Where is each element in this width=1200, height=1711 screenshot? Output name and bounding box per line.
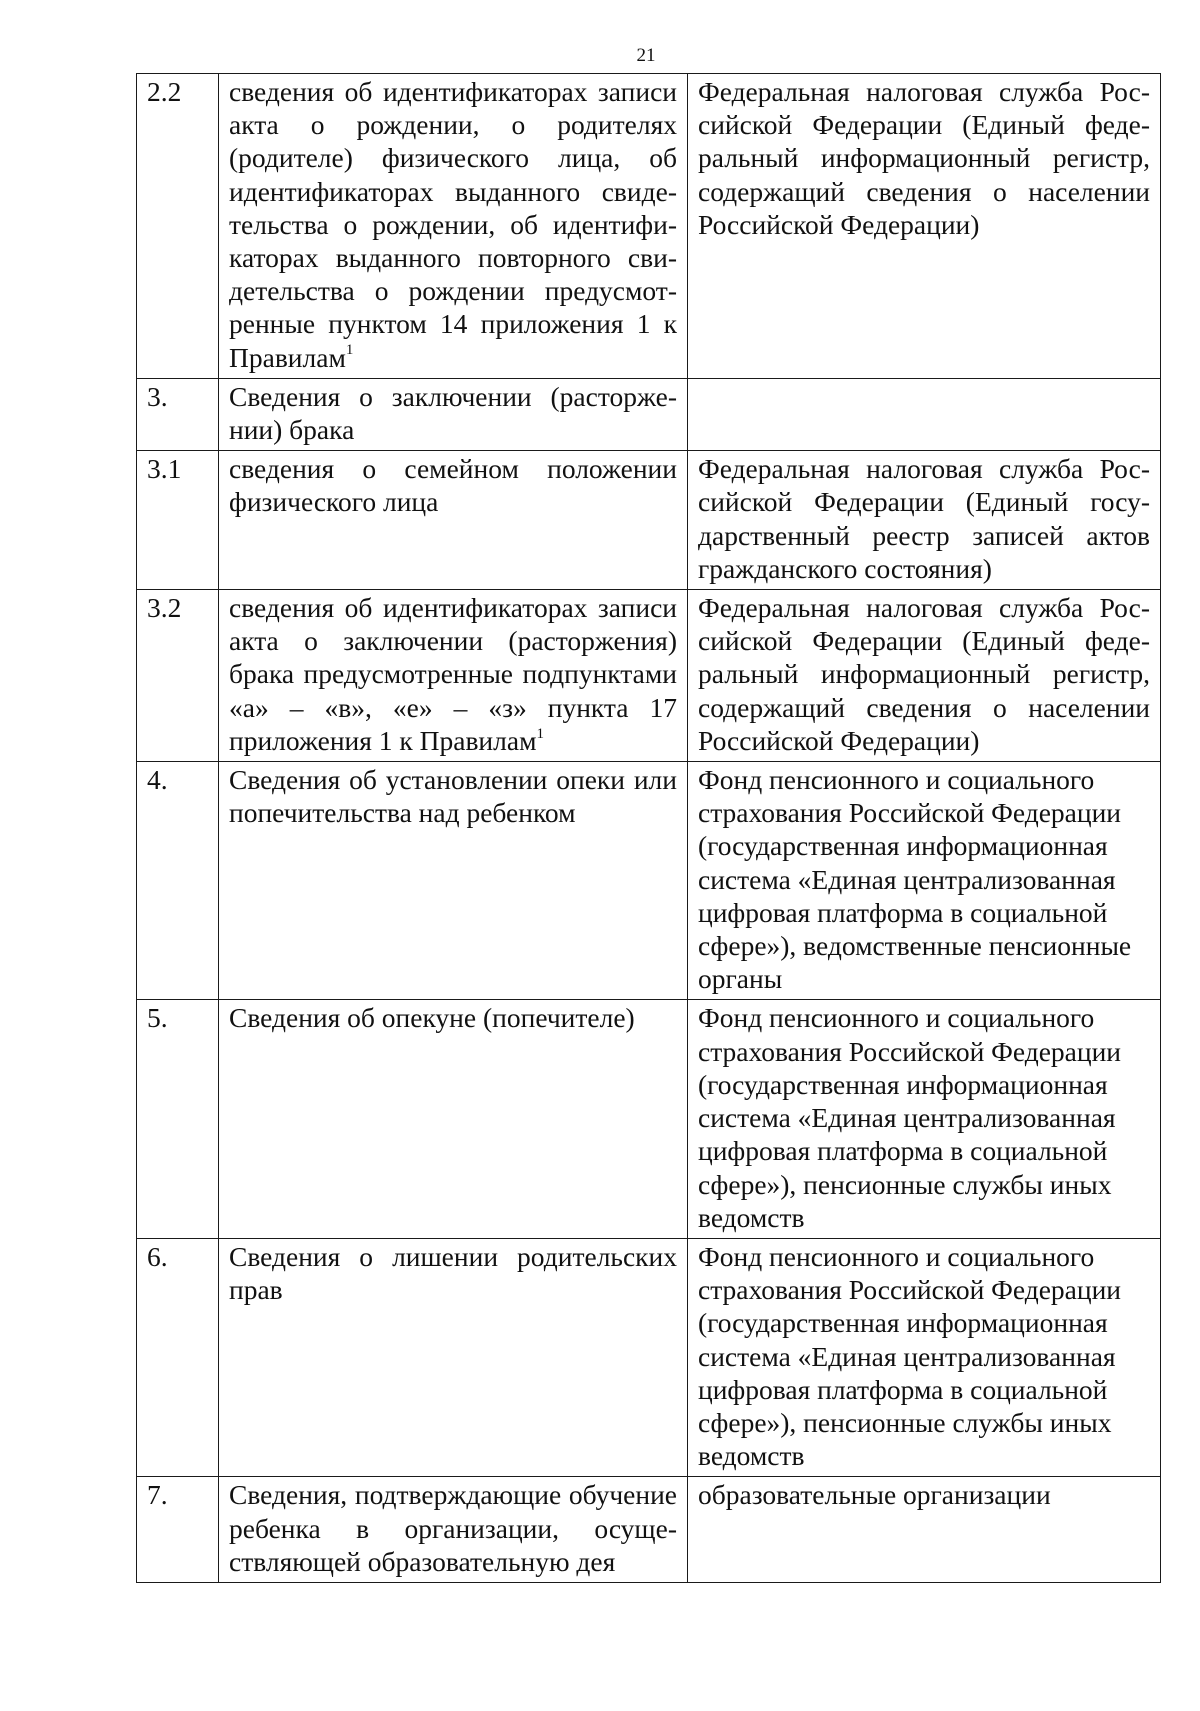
table-row [137, 1477, 1161, 1583]
source-cell [688, 378, 1161, 450]
info-cell: Сведения об опекуне (попечителе) [219, 1000, 688, 1238]
info-cell: Сведения об установлении опеки или попечительства над ребенком [219, 762, 688, 1000]
table-row [137, 762, 1161, 1000]
info-cell [219, 590, 688, 762]
table-row [137, 1000, 1161, 1238]
footnote-mark: 1 [536, 725, 544, 742]
info-cell: Сведения о лишении родительских прав [219, 1238, 688, 1476]
footnote-mark: 1 [345, 342, 354, 359]
info-cell: Сведения о заключении (расторжении) брака [219, 378, 688, 450]
row-number: 3.1 [137, 451, 219, 590]
source-cell: Фонд пенсионного и социального страхования Российской Федерации (государственная информационная система «Единая централизованная цифровая платформа в социальной сфере»), пенсионные службы иных ведомств [688, 1238, 1161, 1476]
info-cell: Сведения, подтверждающие обучение ребенка в организации, осуществляющей образовательную дея [219, 1477, 688, 1583]
row-number: 2.2 [137, 74, 219, 379]
page-number: 21 [636, 45, 656, 66]
info-cell [219, 74, 688, 379]
source-cell: Фонд пенсионного и социального страхования Российской Федерации (государственная информационная система «Единая централизованная цифровая платформа в социальной сфере»), пенсионные службы иных ведомств [688, 1000, 1161, 1238]
source-cell: Федеральная налоговая служба Российской Федерации (Единый государственный реестр записей актов гражданского состояния) [688, 451, 1161, 590]
table-row [137, 74, 1161, 379]
table-row [137, 1238, 1161, 1476]
row-number: 4. [137, 762, 219, 1000]
row-number: 5. [137, 1000, 219, 1238]
row-number: 6. [137, 1238, 219, 1476]
table-row [137, 590, 1161, 762]
source-cell: Фонд пенсионного и социального страхования Российской Федерации (государственная информационная система «Единая централизованная цифровая платформа в социальной сфере»), ведомственные пенсионные органы [688, 762, 1161, 1000]
info-cell: сведения о семейном положении физического лица [219, 451, 688, 590]
data-sources-table [136, 73, 1161, 1583]
row-number: 3.2 [137, 590, 219, 762]
info-text: сведения об идентификаторах записи акта о заключении (расторжения) брака предусмотренные подпунктами «а» – «в», «е» – «з» пункта 17 приложения 1 к Правилам [229, 592, 677, 756]
source-cell: образовательные организации [688, 1477, 1161, 1583]
row-number: 3. [137, 378, 219, 450]
source-cell: Федеральная налоговая служба Российской Федерации (Единый федеральный информационный регистр, содержащий сведения о населении Российской Федерации) [688, 590, 1161, 762]
table-row [137, 451, 1161, 590]
info-text: сведения об идентификаторах записи акта о рождении, о родителях (родителе) физического лица, об идентификаторах выданного свидетельства о рождении, об идентификаторах выданного повторного свидетельства о рождении предусмотренные пунктом 14 приложения 1 к Правилам [229, 76, 677, 373]
source-cell: Федеральная налоговая служба Российской Федерации (Единый федеральный информационный регистр, содержащий сведения о населении Российской Федерации) [688, 74, 1161, 379]
row-number: 7. [137, 1477, 219, 1583]
table-row [137, 378, 1161, 450]
